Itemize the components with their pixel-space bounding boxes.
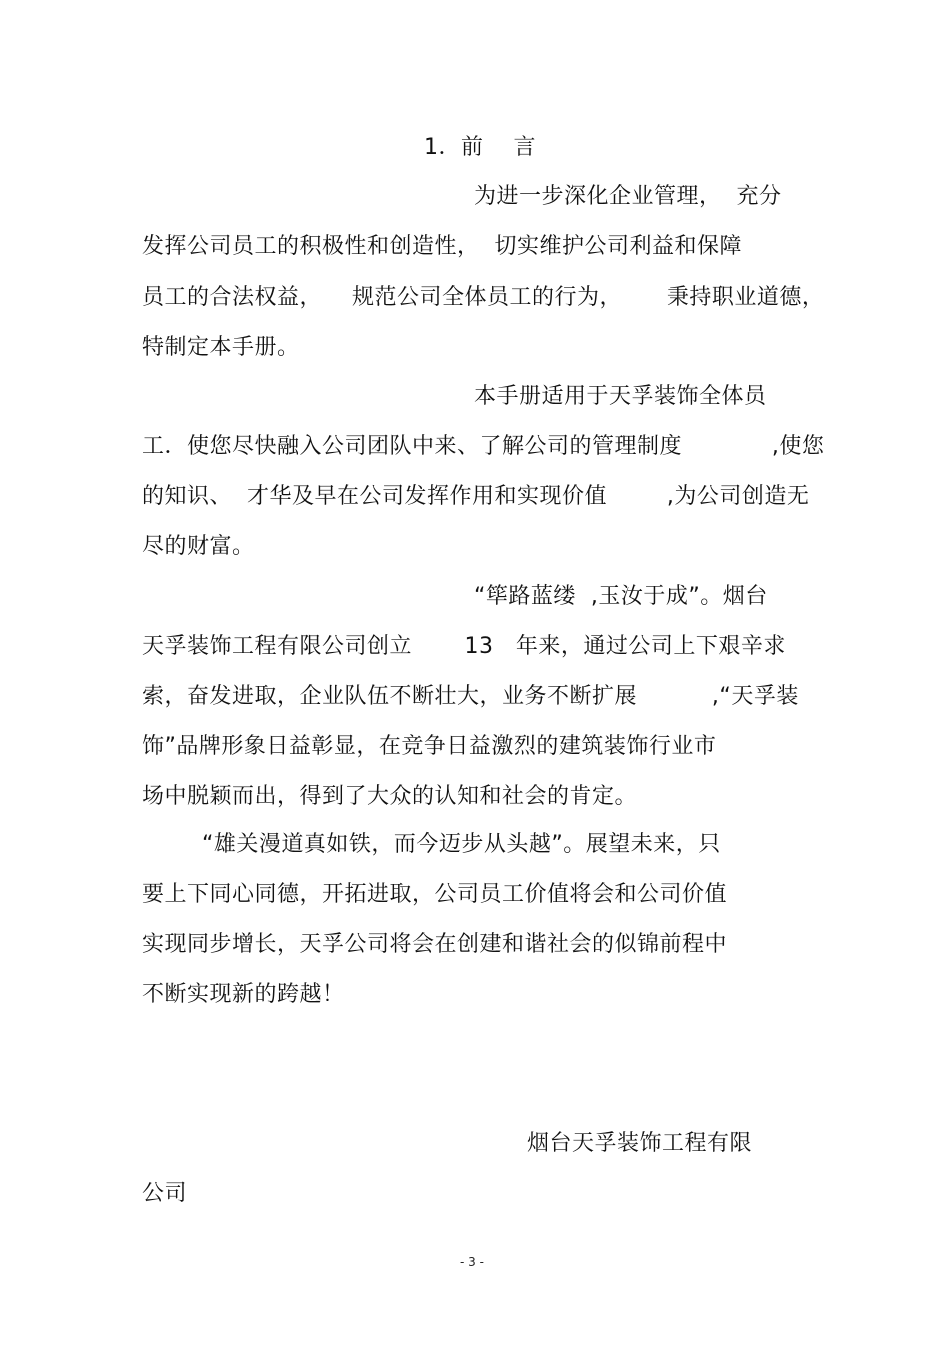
paragraph-line: 饰”品牌形象日益彰显，在竞争日益激烈的建筑装饰行业市 (142, 734, 717, 759)
paragraph-line: 发挥公司员工的积极性和创造性， 切实维护公司利益和保障 (142, 234, 742, 259)
paragraph-line: 实现同步增长，天孚公司将会在创建和谐社会的似锦前程中 (142, 932, 728, 957)
section-heading: 1．前 言 (424, 135, 536, 160)
paragraph-line: 不断实现新的跨越！ (142, 982, 345, 1007)
paragraph-line: 场中脱颖而出，得到了大众的认知和社会的肯定。 (142, 784, 638, 809)
paragraph-line: 员工的合法权益， 规范公司全体员工的行为， 秉持职业道德， (142, 285, 825, 310)
paragraph-line: “雄关漫道真如铁，而今迈步从头越”。展望未来，只 (202, 832, 721, 857)
paragraph-line: 的知识、 才华及早在公司发挥作用和实现价值 ,为公司创造无 (142, 484, 810, 509)
page-number: - 3 - (460, 1255, 484, 1269)
paragraph-line: 尽的财富。 (142, 534, 255, 559)
paragraph-line: 要上下同心同德，开拓进取，公司员工价值将会和公司价值 (142, 882, 728, 907)
signature-company-line2: 公司 (142, 1181, 188, 1206)
paragraph-line: “筚路蓝缕 ,玉汝于成”。烟台 (474, 584, 768, 609)
paragraph-line: 天孚装饰工程有限公司创立 13 年来，通过公司上下艰辛求 (142, 634, 786, 659)
signature-company-line1: 烟台天孚装饰工程有限 (527, 1131, 753, 1156)
paragraph-line: 特制定本手册。 (142, 335, 300, 360)
paragraph-line: 本手册适用于天孚装饰全体员 (474, 384, 767, 409)
paragraph-line: 为进一步深化企业管理， 充分 (474, 184, 782, 209)
paragraph-line: 索，奋发进取，企业队伍不断壮大，业务不断扩展 ,“天孚装 (142, 684, 799, 709)
paragraph-line: 工．使您尽快融入公司团队中来、了解公司的管理制度 ,使您 (142, 434, 825, 459)
